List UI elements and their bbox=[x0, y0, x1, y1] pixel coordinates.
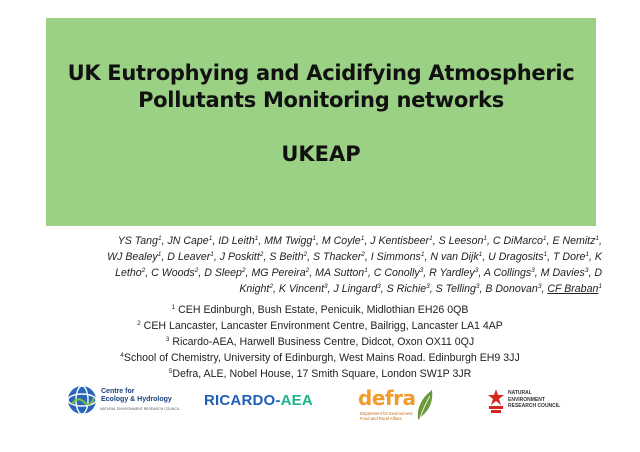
author-affiliation-number: 3 bbox=[537, 283, 542, 290]
author-name-text: C Conolly bbox=[373, 267, 420, 279]
affiliation-number: 3 bbox=[165, 336, 170, 343]
affiliation-number: 2 bbox=[137, 320, 141, 327]
author-name bbox=[322, 235, 364, 247]
author-name-text: M Coyle bbox=[321, 235, 361, 247]
author-name bbox=[167, 251, 214, 263]
author-name-text: M Davies bbox=[540, 267, 585, 279]
author-name-text: K Vincent bbox=[278, 283, 325, 295]
author-affiliation-number: 1 bbox=[483, 235, 487, 242]
affiliation-line bbox=[60, 302, 580, 318]
author-name-text: J Lingard bbox=[333, 283, 378, 295]
ceh-name-line1: Centre for bbox=[101, 388, 135, 395]
author-line: WJ Bealey$^1$, D Leaver$^1$, J Poskitt$^2$, S Beith$^2$, S Thacker$^2$, I Simmons$^1$, N van Dijk$^1$, U Dragosits$^1$, T Dore$^1$, K bbox=[107, 251, 602, 263]
author-affiliation-number: 1 bbox=[542, 235, 547, 242]
author-affiliation-number: 3 bbox=[474, 267, 479, 274]
author-affiliation-number: 2 bbox=[361, 251, 365, 258]
author-list bbox=[40, 233, 602, 297]
author-name-text: A Collings bbox=[483, 267, 532, 279]
author-name bbox=[553, 251, 589, 263]
author-name bbox=[115, 267, 145, 279]
author-name bbox=[439, 235, 487, 247]
author-name-text: B Donovan bbox=[485, 283, 538, 295]
author-affiliation-number: 3 bbox=[419, 267, 424, 274]
affiliation-list bbox=[60, 302, 580, 382]
author-affiliation-number: 1 bbox=[364, 267, 368, 274]
affiliation-text: Ricardo-AEA, Harwell Business Centre, Didcot, Oxon OX11 0QJ bbox=[169, 336, 475, 348]
author-name bbox=[374, 267, 424, 279]
ricardo-aea-logo bbox=[204, 392, 313, 409]
author-name bbox=[204, 267, 245, 279]
author-name bbox=[107, 251, 161, 263]
author-affiliation-number: 3 bbox=[426, 283, 430, 290]
author-affiliation-number: 1 bbox=[543, 251, 548, 258]
author-name-text: J Kentisbeer bbox=[370, 235, 430, 247]
author-line: YS Tang$^1$, JN Cape$^1$, ID Leith$^1$, MM Twigg$^1$, M Coyle$^1$, J Kentisbeer$^1$, S Leeson$^1$, C DiMarco$^1$, E Nemitz$^1$, bbox=[117, 235, 602, 247]
author-name-text: U Dragosits bbox=[488, 251, 544, 263]
affiliation-number: 5 bbox=[168, 368, 173, 375]
defra-word: defra bbox=[358, 386, 416, 410]
affiliation-line bbox=[60, 318, 580, 334]
author-name bbox=[269, 251, 307, 263]
author-name-text: JN Cape bbox=[167, 235, 209, 247]
author-name bbox=[167, 235, 212, 247]
ricardo-text: RICARDO- bbox=[204, 392, 281, 409]
author-name-text: C Woods bbox=[151, 267, 195, 279]
affiliation-text: Defra, ALE, Nobel House, 17 Smith Square, London SW1P 3JR bbox=[172, 368, 472, 380]
author-name bbox=[220, 251, 264, 263]
author-name bbox=[547, 283, 602, 295]
author-name bbox=[315, 267, 368, 279]
author-affiliation-number: 1 bbox=[429, 235, 433, 242]
affiliation-number: 1 bbox=[171, 304, 176, 311]
author-name bbox=[541, 267, 589, 279]
affiliation-text: CEH Lancaster, Lancaster Environment Centre, Bailrigg, Lancaster LA1 4AP bbox=[140, 320, 503, 332]
author-name-text: S Richie bbox=[386, 283, 427, 295]
ceh-logo bbox=[66, 384, 186, 416]
author-affiliation-number: 1 bbox=[360, 235, 365, 242]
author-name bbox=[239, 283, 273, 295]
author-name-text: Knight bbox=[239, 283, 270, 295]
author-name bbox=[313, 251, 365, 263]
defra-logo bbox=[356, 384, 436, 428]
author-name-text: T Dore bbox=[553, 251, 586, 263]
title-line-1: UK Eutrophying and Acidifying Atmospheric bbox=[67, 61, 575, 85]
author-affiliation-number: 1 bbox=[157, 251, 162, 258]
author-name-text: C DiMarco bbox=[492, 235, 543, 247]
author-name bbox=[370, 235, 433, 247]
title-line-2: Pollutants Monitoring networks bbox=[138, 88, 504, 112]
logo-strip bbox=[0, 380, 640, 440]
author-affiliation-number: 2 bbox=[241, 267, 246, 274]
author-name-text: E Nemitz bbox=[552, 235, 596, 247]
author-name-text: S Thacker bbox=[313, 251, 362, 263]
author-name bbox=[485, 283, 541, 295]
author-affiliation-number: 2 bbox=[269, 283, 273, 290]
author-affiliation-number: 3 bbox=[377, 283, 381, 290]
author-affiliation-number: 1 bbox=[595, 235, 600, 242]
author-name bbox=[488, 251, 547, 263]
author-name-text: K bbox=[594, 251, 602, 263]
author-name-text: MA Sutton bbox=[315, 267, 365, 279]
author-name bbox=[264, 235, 316, 247]
nerc-name-line2: ENVIRONMENT bbox=[508, 396, 545, 403]
author-name bbox=[334, 283, 381, 295]
author-name bbox=[436, 283, 480, 295]
author-affiliation-number: 1 bbox=[420, 251, 425, 258]
aea-text: AEA bbox=[280, 392, 313, 409]
author-affiliation-number: 3 bbox=[531, 267, 535, 274]
author-name-text: CF Braban bbox=[547, 283, 599, 295]
author-name-text: MM Twigg bbox=[264, 235, 313, 247]
author-name bbox=[387, 283, 430, 295]
author-name-text: ID Leith bbox=[218, 235, 255, 247]
author-affiliation-number: 2 bbox=[259, 251, 264, 258]
author-name bbox=[279, 283, 328, 295]
author-affiliation-number: 3 bbox=[324, 283, 328, 290]
author-affiliation-number: 3 bbox=[584, 267, 589, 274]
affiliation-text: CEH Edinburgh, Bush Estate, Penicuik, Midlothian EH26 0QB bbox=[175, 304, 469, 316]
nerc-logo bbox=[486, 386, 586, 418]
author-name-text: S Telling bbox=[435, 283, 476, 295]
author-name-text: S Leeson bbox=[438, 235, 484, 247]
author-name bbox=[430, 251, 482, 263]
author-affiliation-number: 1 bbox=[312, 235, 316, 242]
affiliation-number: 4 bbox=[120, 352, 124, 359]
author-name bbox=[218, 235, 258, 247]
author-name-text: J Poskitt bbox=[219, 251, 260, 263]
author-affiliation-number: 1 bbox=[585, 251, 590, 258]
ceh-globe-icon bbox=[66, 384, 98, 416]
author-name-text: D Sleep bbox=[204, 267, 242, 279]
author-affiliation-number: 2 bbox=[305, 267, 310, 274]
nerc-name bbox=[508, 390, 560, 410]
author-name-text: WJ Bealey bbox=[107, 251, 158, 263]
ceh-name bbox=[101, 388, 172, 404]
author-affiliation-number: 2 bbox=[141, 267, 146, 274]
author-name bbox=[595, 251, 602, 263]
project-acronym: UKEAP bbox=[281, 142, 361, 166]
author-name bbox=[552, 235, 599, 247]
author-affiliation-number: 2 bbox=[303, 251, 308, 258]
author-name bbox=[484, 267, 535, 279]
author-affiliation-number: 3 bbox=[475, 283, 480, 290]
author-affiliation-number: 1 bbox=[478, 251, 483, 258]
nerc-emblem-icon bbox=[486, 388, 506, 414]
author-name bbox=[251, 267, 309, 279]
author-name bbox=[151, 267, 198, 279]
author-affiliation-number: 1 bbox=[208, 235, 213, 242]
affiliation-line bbox=[60, 350, 580, 366]
author-name bbox=[371, 251, 425, 263]
author-name bbox=[594, 267, 602, 279]
ceh-subtext: NATURAL ENVIRONMENT RESEARCH COUNCIL bbox=[100, 407, 180, 411]
author-affiliation-number: 1 bbox=[157, 235, 162, 242]
author-name-text: D bbox=[594, 267, 602, 279]
author-line: Knight$^2$, K Vincent$^3$, J Lingard$^3$, S Richie$^3$, S Telling$^3$, B Donovan$^3$, CF Braban$^1$ bbox=[239, 283, 602, 295]
author-affiliation-number: 1 bbox=[254, 235, 259, 242]
author-name-text: S Beith bbox=[269, 251, 304, 263]
ceh-name-line2: Ecology & Hydrology bbox=[101, 396, 172, 403]
author-name-text: MG Pereira bbox=[251, 267, 306, 279]
author-affiliation-number: 2 bbox=[194, 267, 199, 274]
affiliation-line bbox=[60, 334, 580, 350]
author-name-text: Letho bbox=[115, 267, 142, 279]
title-box bbox=[46, 18, 596, 226]
author-line: Letho$^2$, C Woods$^2$, D Sleep$^2$, MG Pereira$^2$, MA Sutton$^1$, C Conolly$^3$, R Yardley$^3$, A Collings$^3$, M Davies$^3$, D bbox=[115, 267, 602, 279]
defra-subtext: Department for Environment Food and Rural Affairs bbox=[360, 411, 413, 421]
nerc-name-line3: RESEARCH COUNCIL bbox=[508, 403, 561, 409]
author-name bbox=[118, 235, 162, 247]
author-name-text: R Yardley bbox=[429, 267, 475, 279]
author-affiliation-number: 1 bbox=[210, 251, 214, 258]
author-name-text: I Simmons bbox=[370, 251, 421, 263]
author-name bbox=[493, 235, 547, 247]
author-name-text: YS Tang bbox=[117, 235, 158, 247]
author-name-text: D Leaver bbox=[167, 251, 211, 263]
nerc-name-line1: NATURAL bbox=[508, 390, 532, 396]
affiliation-text: School of Chemistry, University of Edinburgh, West Mains Road. Edinburgh EH9 3JJ bbox=[123, 352, 520, 364]
author-name-text: N van Dijk bbox=[430, 251, 479, 263]
author-name bbox=[429, 267, 478, 279]
author-affiliation-number: 1 bbox=[598, 283, 602, 290]
